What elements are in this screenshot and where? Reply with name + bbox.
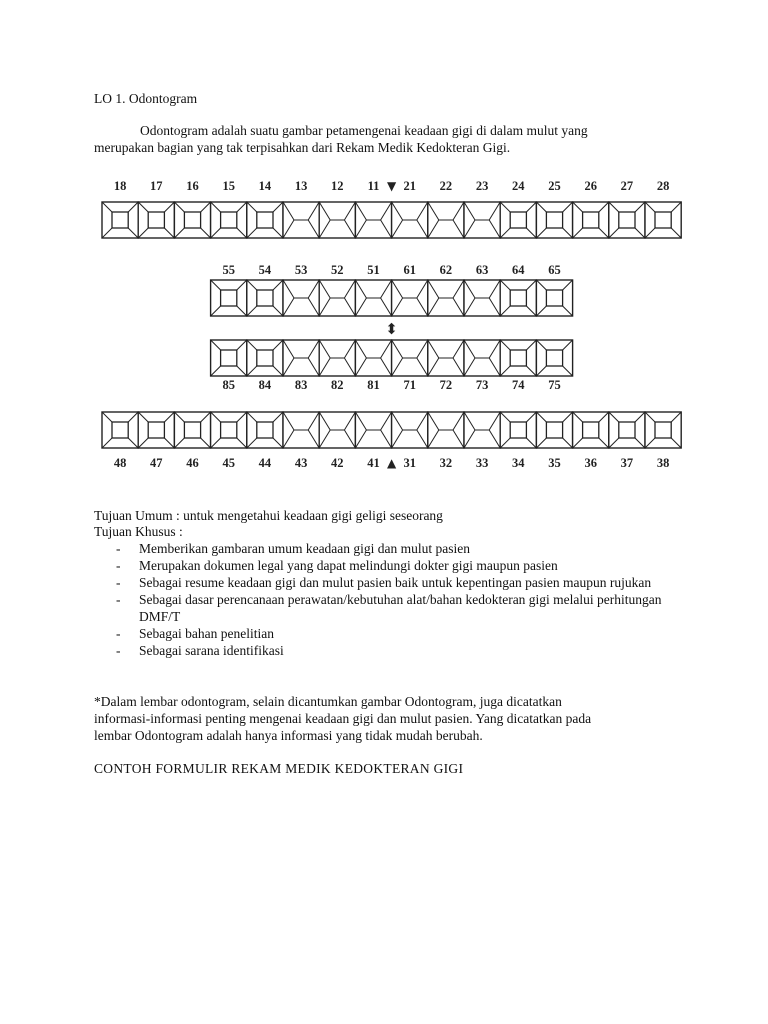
list-dash: - [116,575,121,590]
tooth-number-label: 47 [150,456,163,470]
occlusal-surface [112,422,128,438]
tooth-25[interactable] [536,202,572,238]
tooth-12[interactable] [319,202,355,238]
tooth-number-label: 38 [656,456,670,470]
occlusal-surface [257,350,273,366]
odontogram-chart [90,174,690,474]
tooth-27[interactable] [609,202,645,238]
tooth-number-label: 62 [439,263,453,277]
occlusal-surface [510,212,526,228]
midline-arrow-icon: ▼ [386,179,397,193]
list-dash: - [116,541,121,556]
tooth-34[interactable] [500,412,536,448]
tooth-33[interactable] [464,412,500,448]
midline-arrow-icon: ▲ [386,456,397,470]
occlusal-surface [148,212,164,228]
tooth-23[interactable] [464,202,500,238]
tooth-84[interactable] [247,340,283,376]
tooth-74[interactable] [500,340,536,376]
tooth-number-label: 37 [620,456,634,470]
tooth-63[interactable] [464,280,500,316]
occlusal-surface [257,290,273,306]
tooth-number-label: 26 [584,179,597,193]
tooth-number-label: 48 [113,456,127,470]
tooth-26[interactable] [573,202,609,238]
occlusal-surface [221,290,237,306]
tooth-number-label: 12 [331,179,344,193]
tooth-35[interactable] [536,412,572,448]
occlusal-surface [112,212,128,228]
tooth-number-label: 24 [512,179,525,193]
tooth-31[interactable] [392,412,428,448]
occlusal-surface [221,212,237,228]
occlusal-surface [546,212,562,228]
tooth-16[interactable] [174,202,210,238]
occlusal-surface [184,422,200,438]
tooth-number-label: 28 [656,179,670,193]
tooth-number-label: 46 [186,456,199,470]
tooth-number-label: 35 [548,456,561,470]
tooth-46[interactable] [174,412,210,448]
tooth-48[interactable] [102,412,138,448]
list-dash: - [116,626,121,641]
list-item-text: Sebagai sarana identifikasi [139,643,284,658]
tooth-number-label: 81 [367,378,380,392]
list-dash: - [116,558,121,573]
tooth-72[interactable] [428,340,464,376]
occlusal-surface [583,422,599,438]
occlusal-surface [619,422,635,438]
list-item-text: Merupakan dokumen legal yang dapat melindungi dokter gigi maupun pasien [139,558,558,573]
tooth-37[interactable] [609,412,645,448]
tooth-65[interactable] [536,280,572,316]
tooth-number-label: 36 [584,456,597,470]
occlusal-surface [148,422,164,438]
list-item [94,591,679,625]
occlusal-surface [221,422,237,438]
tooth-42[interactable] [319,412,355,448]
intro-line-1: Odontogram adalah suatu gambar petamengenai keadaan gigi di dalam mulut yang [140,123,588,138]
tooth-number-label: 18 [113,179,127,193]
occlusal-surface [619,212,635,228]
tooth-17[interactable] [138,202,174,238]
tooth-number-label: 25 [548,179,561,193]
tooth-number-label: 73 [475,378,489,392]
tooth-81[interactable] [355,340,391,376]
tooth-number-label: 54 [258,263,272,277]
tooth-21[interactable] [392,202,428,238]
tooth-number-label: 71 [403,378,416,392]
tooth-36[interactable] [573,412,609,448]
tooth-13[interactable] [283,202,319,238]
list-item [94,557,679,574]
list-item-text: Sebagai dasar perencanaan perawatan/kebutuhan alat/bahan kedokteran gigi melalui perhitungan DMF/T [139,592,662,624]
tooth-14[interactable] [247,202,283,238]
center-arrow-icon: ⬍ [385,320,398,338]
tooth-number-label: 61 [403,263,416,277]
tooth-number-label: 75 [548,378,561,392]
occlusal-surface [184,212,200,228]
occlusal-surface [546,290,562,306]
tooth-number-label: 42 [331,456,344,470]
tooth-number-label: 82 [331,378,344,392]
form-title: CONTOH FORMULIR REKAM MEDIK KEDOKTERAN GIGI [94,761,464,776]
tooth-82[interactable] [319,340,355,376]
tooth-51[interactable] [355,280,391,316]
tooth-number-label: 55 [222,263,235,277]
tujuan-khusus-label: Tujuan Khusus : [94,524,183,539]
list-dash: - [116,592,121,607]
tujuan-khusus-list [94,540,679,659]
list-item-text: Sebagai resume keadaan gigi dan mulut pasien baik untuk kepentingan pasien maupun rujukan [139,575,652,590]
note-line-2: informasi-informasi penting mengenai keadaan gigi dan mulut pasien. Yang dicatatkan pada [94,711,592,726]
occlusal-surface [546,350,562,366]
tooth-number-label: 84 [258,378,272,392]
tooth-number-label: 31 [403,456,416,470]
tooth-number-label: 74 [512,378,525,392]
tooth-number-label: 64 [512,263,525,277]
tooth-number-label: 65 [548,263,561,277]
tooth-number-label: 53 [294,263,308,277]
tooth-number-label: 27 [620,179,634,193]
occlusal-surface [510,290,526,306]
occlusal-surface [655,212,671,228]
occlusal-surface [257,212,273,228]
tooth-number-label: 16 [186,179,199,193]
tooth-73[interactable] [464,340,500,376]
tooth-number-label: 22 [439,179,453,193]
list-item-text: Sebagai bahan penelitian [139,626,274,641]
list-item [94,540,679,557]
tooth-64[interactable] [500,280,536,316]
list-item-text: Memberikan gambaran umum keadaan gigi dan mulut pasien [139,541,471,556]
tooth-32[interactable] [428,412,464,448]
tooth-83[interactable] [283,340,319,376]
tooth-85[interactable] [211,340,247,376]
tooth-61[interactable] [392,280,428,316]
intro-line-2: merupakan bagian yang tak terpisahkan dari Rekam Medik Kedokteran Gigi. [94,140,511,155]
list-item [94,574,679,591]
tooth-18[interactable] [102,202,138,238]
tooth-55[interactable] [211,280,247,316]
tooth-number-label: 52 [331,263,344,277]
tooth-28[interactable] [645,202,681,238]
tooth-71[interactable] [392,340,428,376]
tooth-number-label: 43 [294,456,308,470]
tooth-47[interactable] [138,412,174,448]
tooth-number-label: 17 [150,179,163,193]
list-item [94,642,679,659]
tooth-number-label: 32 [439,456,453,470]
tooth-54[interactable] [247,280,283,316]
tooth-11[interactable] [355,202,391,238]
occlusal-surface [655,422,671,438]
tooth-number-label: 72 [439,378,453,392]
tooth-62[interactable] [428,280,464,316]
tooth-44[interactable] [247,412,283,448]
tooth-number-label: 23 [475,179,489,193]
tooth-number-label: 11 [367,179,380,193]
tooth-number-label: 83 [294,378,308,392]
tooth-number-label: 15 [222,179,235,193]
tooth-number-label: 21 [403,179,416,193]
tooth-15[interactable] [211,202,247,238]
tooth-38[interactable] [645,412,681,448]
tooth-43[interactable] [283,412,319,448]
tooth-number-label: 85 [222,378,235,392]
tooth-number-label: 34 [512,456,525,470]
occlusal-surface [257,422,273,438]
tujuan-umum: Tujuan Umum : untuk mengetahui keadaan gigi geligi seseorang [94,508,443,523]
list-item [94,625,679,642]
tooth-number-label: 33 [475,456,489,470]
note-line-3: lembar Odontogram adalah hanya informasi yang tidak mudah berubah. [94,728,483,743]
occlusal-surface [583,212,599,228]
list-dash: - [116,643,121,658]
page-title: LO 1. Odontogram [94,91,198,106]
occlusal-surface [510,422,526,438]
tooth-22[interactable] [428,202,464,238]
tooth-24[interactable] [500,202,536,238]
tooth-41[interactable] [355,412,391,448]
tooth-52[interactable] [319,280,355,316]
tooth-number-label: 44 [258,456,272,470]
tooth-number-label: 51 [367,263,380,277]
tooth-45[interactable] [211,412,247,448]
note-line-1: *Dalam lembar odontogram, selain dicantumkan gambar Odontogram, juga dicatatkan [94,694,562,709]
occlusal-surface [546,422,562,438]
tooth-53[interactable] [283,280,319,316]
occlusal-surface [221,350,237,366]
tooth-number-label: 63 [475,263,489,277]
tooth-number-label: 13 [294,179,308,193]
occlusal-surface [510,350,526,366]
tooth-number-label: 45 [222,456,235,470]
tooth-number-label: 14 [258,179,272,193]
tooth-75[interactable] [536,340,572,376]
tooth-number-label: 41 [367,456,380,470]
